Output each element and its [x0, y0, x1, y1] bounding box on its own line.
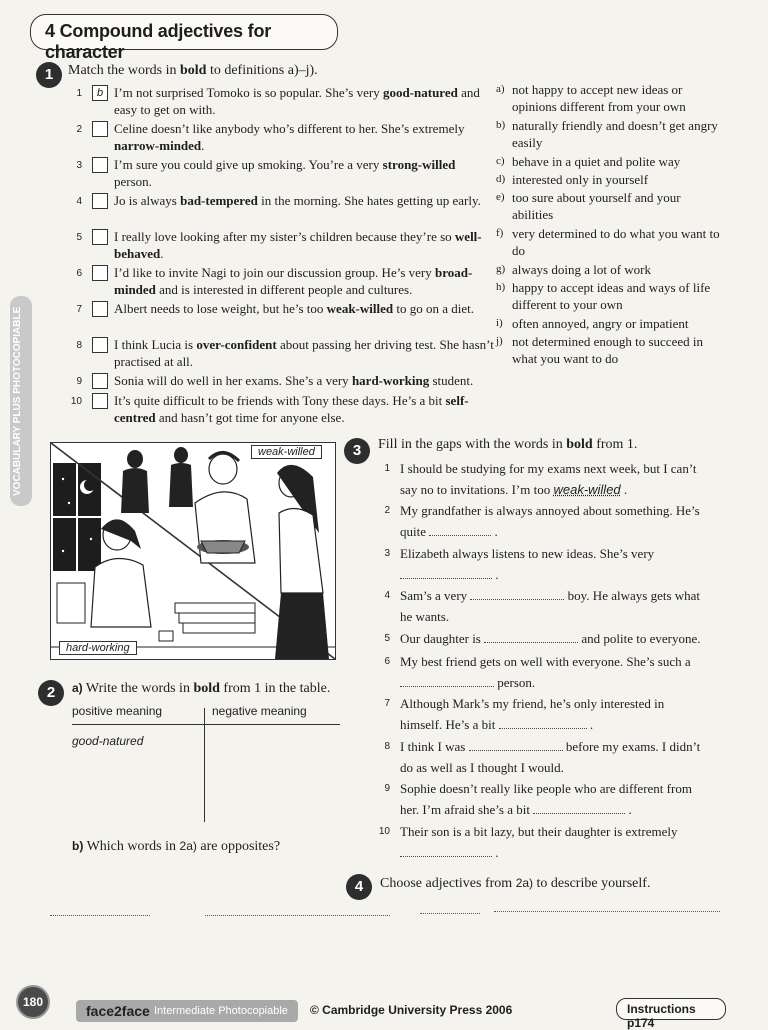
definition-text: very determined to do what you want to do [512, 226, 720, 258]
item-line: My best friend gets on well with everyone. She’s such a [400, 654, 691, 669]
illustration-drawing [51, 443, 335, 659]
item-text: Celine doesn’t like anybody who’s different to her. She’s extremely narrow-minded. [114, 121, 465, 153]
definition-letter: c) [496, 155, 505, 167]
definition-letter: a) [496, 83, 505, 95]
answer-box[interactable] [92, 121, 108, 137]
brand-bar [76, 1000, 298, 1022]
item-text: Sonia will do well in her exams. She’s a very hard-working student. [114, 373, 474, 388]
item-line: do as well as I thought I would. [400, 760, 564, 775]
gap-blank[interactable] [469, 738, 563, 751]
gap-blank[interactable] [400, 844, 492, 857]
exercise-1-badge: 1 [36, 62, 62, 88]
exercise-2a-instruction: a) Write the words in bold from 1 in the table. [72, 681, 331, 696]
item-line: I think I was before my exams. I didn’t [400, 739, 701, 754]
answer-box[interactable] [92, 301, 108, 317]
item-line: . [400, 842, 726, 863]
brand-subtitle: Intermediate Photocopiable [154, 1005, 288, 1017]
item-line: . [400, 564, 726, 585]
side-tab [10, 296, 32, 506]
item-number: 9 [384, 783, 390, 794]
definition-letter: d) [496, 173, 506, 185]
answer-line[interactable] [420, 912, 480, 914]
answer-line[interactable] [50, 914, 150, 916]
item-line: Elizabeth always listens to new ideas. She’s very [400, 546, 655, 561]
table-divider [204, 708, 205, 822]
item-number: 7 [384, 698, 390, 709]
item-number: 2 [76, 124, 82, 135]
item-line: Their son is a bit lazy, but their daughter is extremely [400, 824, 678, 839]
item-number: 4 [384, 590, 390, 601]
item-number: 7 [76, 304, 82, 315]
answer-line[interactable] [494, 910, 720, 912]
item-number: 9 [76, 376, 82, 387]
item-number: 8 [384, 741, 390, 752]
exercise-2-table [72, 704, 340, 822]
gap-blank[interactable] [484, 630, 578, 643]
definition-letter: f) [496, 227, 504, 239]
item-text: I’d like to invite Nagi to join our discussion group. He’s very broad-minded and is interested in different people and cultures. [114, 265, 473, 297]
answer-line[interactable] [205, 914, 390, 916]
item-line: My grandfather is always annoyed about something. He’s [400, 503, 700, 518]
definition-text: not determined enough to succeed in what you want to do [512, 334, 703, 366]
definition-letter: j) [496, 335, 503, 347]
definition-text: often annoyed, angry or impatient [512, 316, 689, 331]
item-text: I think Lucia is over-confident about passing her driving test. She hasn’t practised at all. [114, 337, 494, 369]
item-text: Jo is always bad-tempered in the morning. She hates getting up early. [114, 193, 481, 208]
exercise-4-instruction: Choose adjectives from 2a) to describe yourself. [380, 876, 651, 891]
item-line: Sam’s a very boy. He always gets what [400, 588, 701, 603]
gap-blank[interactable] [499, 716, 587, 729]
answer-box[interactable] [92, 229, 108, 245]
item-line: Our daughter is and polite to everyone. [400, 631, 701, 646]
table-rule [72, 724, 340, 725]
exercise-1-instruction: Match the words in bold to definitions a)–j). [68, 63, 318, 78]
answer-box[interactable] [92, 265, 108, 281]
answer-box[interactable] [92, 157, 108, 173]
gap-blank[interactable] [470, 587, 564, 600]
item-number: 4 [76, 196, 82, 207]
item-line: say no to invitations. I’m too weak-willed . [400, 482, 628, 497]
side-tab-label: VOCABULARY PLUS PHOTOCOPIABLE [12, 306, 23, 496]
item-number: 2 [384, 505, 390, 516]
definition-letter: g) [496, 263, 506, 275]
exercise-2-badge: 2 [38, 680, 64, 706]
definition-text: behave in a quiet and polite way [512, 154, 681, 169]
gap-blank[interactable] [429, 523, 491, 536]
item-number: 1 [384, 463, 390, 474]
item-number: 10 [378, 826, 390, 837]
answer-box[interactable] [92, 337, 108, 353]
gap-blank[interactable] [400, 674, 494, 687]
definition-text: naturally friendly and doesn’t get angry easily [512, 118, 718, 150]
item-number: 10 [70, 396, 82, 407]
copyright: © Cambridge University Press 2006 [310, 1003, 513, 1017]
table-example[interactable]: good-natured [72, 734, 144, 748]
exercise-2b-instruction: b) Which words in 2a) are opposites? [72, 839, 281, 854]
item-line: Sophie doesn’t really like people who are different from [400, 781, 692, 796]
definition-letter: b) [496, 119, 506, 131]
exercise-4-badge: 4 [346, 874, 372, 900]
item-number: 6 [76, 268, 82, 279]
section-title-box [30, 14, 338, 62]
item-line: quite . [400, 524, 498, 539]
item-text: It’s quite difficult to be friends with Tony these days. He’s a bit self-centred and hasn’t got time for anyone else. [114, 393, 469, 425]
item-line: himself. He’s a bit . [400, 717, 594, 732]
item-number: 8 [76, 340, 82, 351]
definition-letter: e) [496, 191, 505, 203]
example-answer[interactable]: weak-willed [553, 482, 621, 497]
definition-letter: i) [496, 317, 503, 329]
column-positive: positive meaning [72, 704, 163, 718]
answer-box[interactable] [92, 193, 108, 209]
section-title: 4 Compound adjectives for character [45, 21, 272, 62]
definition-text: always doing a lot of work [512, 262, 652, 277]
item-number: 3 [384, 548, 390, 559]
answer-box[interactable] [92, 373, 108, 389]
definition-letter: h) [496, 281, 506, 293]
label-weak-willed: weak-willed [251, 445, 322, 459]
page-number: 180 [16, 985, 50, 1019]
item-text: I really love looking after my sister’s children because they’re so well-behaved. [114, 229, 482, 261]
column-negative: negative meaning [212, 704, 307, 718]
answer-box[interactable]: b [92, 85, 108, 101]
definition-text: interested only in yourself [512, 172, 649, 187]
item-number: 3 [76, 160, 82, 171]
item-number: 5 [76, 232, 82, 243]
item-line: I should be studying for my exams next week, but I can’t [400, 461, 697, 476]
item-line: person. [400, 672, 726, 693]
item-number: 1 [76, 88, 82, 99]
item-number: 5 [384, 633, 390, 644]
definition-text: not happy to accept new ideas or opinions different from your own [512, 82, 686, 114]
brand-name: face2face [86, 1003, 150, 1019]
definition-text: too sure about yourself and your abilities [512, 190, 681, 222]
exercise-3-instruction: Fill in the gaps with the words in bold from 1. [378, 437, 638, 452]
gap-blank[interactable] [400, 566, 492, 579]
definition-text: happy to accept ideas and ways of life different to your own [512, 280, 711, 312]
label-hard-working: hard-working [59, 641, 137, 655]
item-text: Albert needs to lose weight, but he’s too weak-willed to go on a diet. [114, 301, 475, 316]
illustration [50, 442, 336, 660]
exercise-3-badge: 3 [344, 438, 370, 464]
item-number: 6 [384, 656, 390, 667]
item-line: her. I’m afraid she’s a bit . [400, 802, 632, 817]
instructions-link[interactable]: Instructions p174 [616, 998, 726, 1020]
item-line: Although Mark’s my friend, he’s only interested in [400, 696, 665, 711]
item-line: he wants. [400, 609, 450, 624]
gap-blank[interactable] [533, 801, 625, 814]
item-text: I’m sure you could give up smoking. You’re a very strong-willed person. [114, 157, 456, 189]
item-text: I’m not surprised Tomoko is so popular. She’s very good-natured and easy to get on with. [114, 85, 480, 117]
answer-box[interactable] [92, 393, 108, 409]
